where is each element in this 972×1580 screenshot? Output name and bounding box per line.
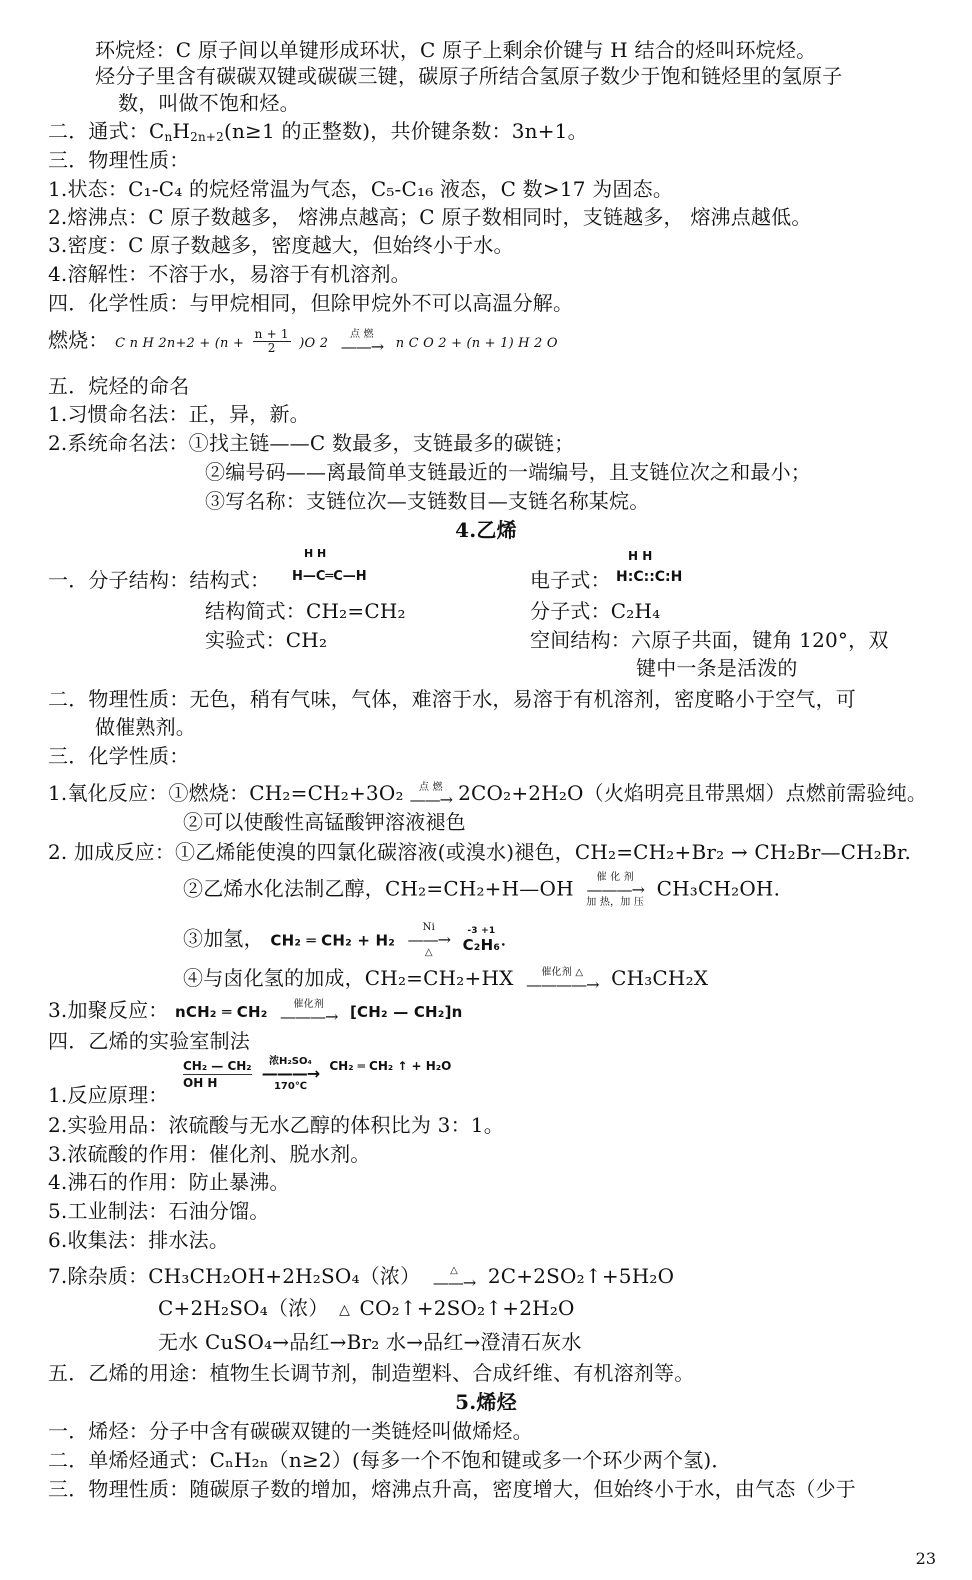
reaction-arrow: 催化剂 △ ————→ — [526, 967, 599, 994]
reaction-arrow: 催 化 剂 ———→ 加 热，加 压 — [586, 872, 645, 908]
text-line: 4.沸石的作用：防止暴沸。 — [48, 1170, 290, 1194]
text-line: 二．单烯烃通式：CₙH₂ₙ（n≥2）(每多一个不饱和键或多一个环少两个氢)． — [48, 1448, 732, 1472]
text-line: 数，叫做不饱和烃。 — [118, 91, 300, 115]
text-line: 电子式： — [530, 568, 611, 592]
text-line: 2.系统命名法：①找主链——C 数最多，支链最多的碳链； — [48, 431, 575, 455]
text-line: 分子式：C₂H₄ — [530, 599, 661, 623]
text-line: 结构简式：CH₂=CH₂ — [205, 599, 406, 623]
hydrogenation-equation: ③加氢， CH₂ ═ CH₂ + H₂ Ni ——→ △ -3 +1 C₂H₆ . — [183, 922, 507, 958]
impurity-equation: 7.除杂质：CH₃CH₂OH+2H₂SO₄（浓） △ ——→ 2C+2SO₂↑+5H₂O — [48, 1264, 675, 1292]
text-line: 无水 CuSO₄→品红→Br₂ 水→品红→澄清石灰水 — [158, 1330, 582, 1354]
fraction: $\frac{n + 1}{2}$ — [254, 327, 289, 355]
text-line: 做催熟剂。 — [95, 715, 196, 739]
reaction-arrow: 浓H₂SO₄ ———→ 170℃ — [261, 1056, 320, 1092]
text-line: 2.实验用品：浓硫酸与无水乙醇的体积比为 3：1。 — [48, 1113, 504, 1137]
general-formula-line: 二．通式：$C_nH_{2n+2}(n\ge 1$ 的正整数)，共价键条数：3n+1。 — [48, 119, 588, 144]
reaction-arrow: 点 燃 ——→ — [340, 329, 384, 356]
oxidation-equation: 1.氧化反应：①燃烧：CH₂=CH₂+3O₂ 点 燃 ——→ 2CO₂+2H₂O（火焰明亮且带黑烟）点燃前需验纯。 — [48, 781, 928, 809]
section-heading: 三．物理性质： — [48, 148, 190, 172]
text-line: 1.习惯命名法：正，异，新。 — [48, 402, 310, 426]
reaction-arrow: △ ——→ — [432, 1265, 476, 1292]
polymerization-equation: 3.加聚反应： nCH₂ ═ CH₂ 催化剂 ———→ [CH₂ — CH₂]n — [48, 998, 463, 1026]
section-heading: 四．乙烯的实验室制法 — [48, 1029, 250, 1053]
text-line: 3.密度：C 原子数越多，密度越大，但始终小于水。 — [48, 233, 514, 257]
text-line: ②可以使酸性高锰酸钾溶液褪色 — [183, 810, 466, 834]
text-line: 环烷烃：C 原子间以单键形成环状，C 原子上剩余价键与 H 结合的烃叫环烷烃。 — [95, 38, 817, 62]
text-line: 6.收集法：排水法。 — [48, 1228, 230, 1252]
text-line: 1.反应原理： — [48, 1083, 169, 1107]
text-line: 实验式：CH₂ — [205, 628, 328, 652]
reaction-arrow: 催化剂 ———→ — [280, 999, 338, 1026]
text-line: 2. 加成反应：①乙烯能使溴的四氯化碳溶液(或溴水)褪色，CH₂=CH₂+Br₂ → CH₂Br—CH₂Br. — [48, 840, 912, 864]
text-line: 五．乙烯的用途：植物生长调节剂，制造塑料、合成纤维、有机溶剂等。 — [48, 1361, 695, 1385]
text-line: 4.溶解性：不溶于水，易溶于有机溶剂。 — [48, 262, 411, 286]
text-line: 3.浓硫酸的作用：催化剂、脱水剂。 — [48, 1142, 371, 1166]
text-line: 5.工业制法：石油分馏。 — [48, 1199, 270, 1223]
structural-formula-top: H H — [304, 547, 327, 560]
section-title: 5.烯烃 — [455, 1390, 517, 1414]
page-number: 23 — [915, 1549, 936, 1568]
text-line: 1.状态：C₁-C₄ 的烷烃常温为气态，C₅-C₁₆ 液态，C 数>17 为固态。 — [48, 177, 674, 201]
text-line: 键中一条是活泼的 — [636, 656, 798, 680]
text-line: ③写名称：支链位次—支链数目—支链名称某烷。 — [205, 489, 650, 513]
combustion-equation: 燃烧： C n H 2n+2 + (n + $\frac{n + 1}{2}$ )O 2 点 燃 ——→ n C O 2 + (n + 1) H 2 O — [48, 327, 558, 356]
section-title: 4.乙烯 — [455, 518, 517, 542]
impurity-equation: C+2H₂SO₄（浓） △ CO₂↑+2SO₂↑+2H₂O — [158, 1296, 575, 1320]
reaction-arrow: △ — [339, 1301, 349, 1318]
reaction-principle-equation: $\frac{\text{CH₂ — CH₂}}{\text{OH H}}$ 浓H₂SO₄ ———→ 170℃ CH₂ ═ CH₂ ↑ + H₂O — [183, 1056, 452, 1092]
text-line: 二．物理性质：无色，稍有气味，气体，难溶于水，易溶于有机溶剂，密度略小于空气，可 — [48, 687, 856, 711]
reaction-arrow: Ni ——→ △ — [407, 922, 451, 958]
text-line: 一．分子结构：结构式： — [48, 568, 271, 592]
text-line: 空间结构：六原子共面，键角 120°，双 — [530, 628, 889, 652]
text-line: 2.熔沸点：C 原子数越多， 熔沸点越高；C 原子数相同时，支链越多， 熔沸点越低。 — [48, 205, 812, 229]
text-line: 三．物理性质：随碳原子数的增加，熔沸点升高，密度增大，但始终小于水，由气态（少于 — [48, 1477, 856, 1501]
electron-formula-top: H H — [628, 549, 653, 563]
hydration-equation: ②乙烯水化法制乙醇，CH₂=CH₂+H—OH 催 化 剂 ———→ 加 热，加 压 CH₃CH₂OH. — [183, 872, 781, 908]
reaction-arrow: 点 燃 ——→ — [409, 782, 453, 809]
text-line: ②编号码——离最简单支链最近的一端编号，且支链位次之和最小； — [205, 460, 811, 484]
text-line: 一．烯烃：分子中含有碳碳双键的一类链烃叫做烯烃。 — [48, 1419, 533, 1443]
structural-formula: H—C═C—H — [292, 569, 367, 584]
section-heading: 三．化学性质： — [48, 744, 190, 768]
electron-formula: H:C::C:H — [616, 569, 683, 585]
hydrohalogenation-equation: ④与卤化氢的加成，CH₂=CH₂+HX 催化剂 △ ————→ CH₃CH₂X — [183, 966, 709, 994]
section-heading: 五．烷烃的命名 — [48, 374, 190, 398]
section-heading: 四．化学性质：与甲烷相同，但除甲烷外不可以高温分解。 — [48, 291, 574, 315]
text-line: 烃分子里含有碳碳双键或碳碳三键，碳原子所结合氢原子数少于饱和链烃里的氢原子 — [95, 64, 843, 88]
